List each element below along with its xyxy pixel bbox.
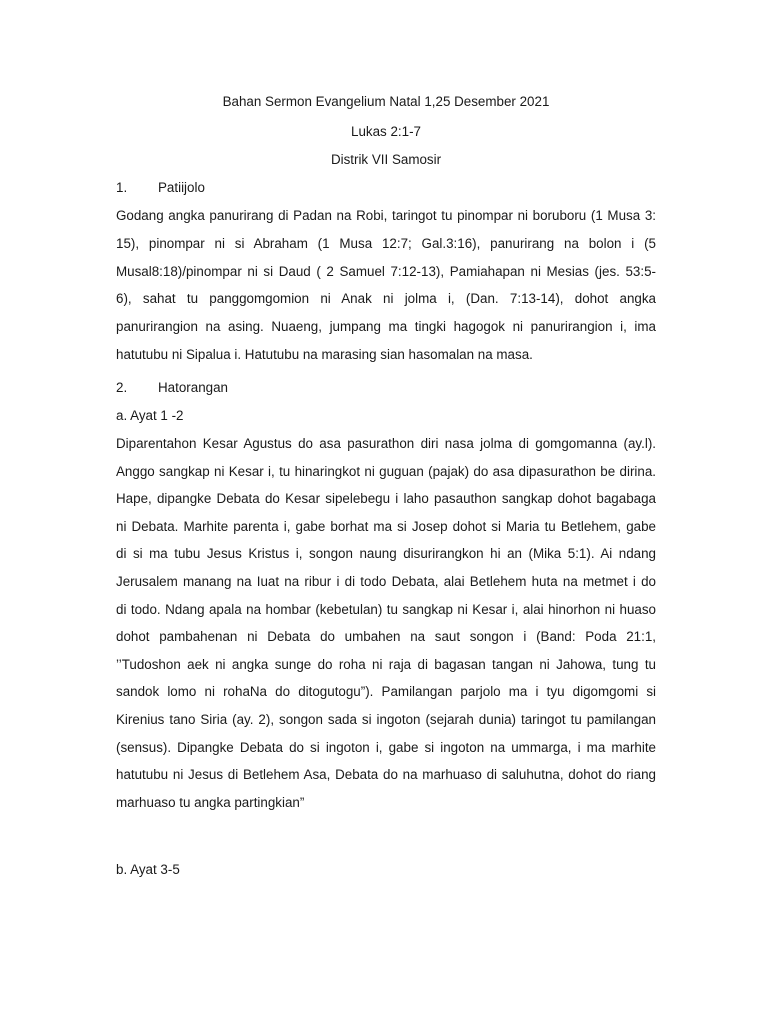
scripture-reference: Lukas 2:1-7: [351, 124, 421, 139]
section-title: Patiijolo: [158, 180, 205, 195]
subsection-label-b: b. Ayat 3-5: [116, 862, 180, 877]
paragraph-line: 6), sahat tu panggomgomion ni Anak ni jolma i, (Dan. 7:13-14), dohot angka: [116, 291, 656, 307]
district-name: Distrik VII Samosir: [330, 152, 442, 167]
paragraph-verses-1-2: [116, 430, 656, 816]
paragraph-line: di todo. Ndang apala na hombar (kebetulan) tu sangkap ni Kesar i, alai hinorhon ni huaso: [116, 601, 656, 617]
paragraph-line: sandok lomo ni rohaNa do ditogutogu”). Pamilangan parjolo ma i tyu digomgomi si: [116, 684, 656, 700]
paragraph-line: hatutubu ni Jesus di Betlehem Asa, Debata do na marhuaso di saluhutna, dohot do riang: [116, 767, 656, 783]
paragraph-line: panurirangion na asing. Nuaeng, jumpang ma tingki hagogok ni panurirangion i, ima: [116, 319, 656, 335]
paragraph-line: Musal8:18)/pinompar ni si Daud ( 2 Samuel 7:12-13), Pamiahapan ni Mesias (jes. 53:5-: [116, 263, 656, 279]
paragraph-line: ni Debata. Marhite parenta i, gabe borhat ma si Josep dohot si Maria tu Betlehem, gabe: [116, 518, 656, 534]
paragraph-line: hatutubu ni Sipalua i. Hatutubu na marasing sian hasomalan na masa.: [116, 346, 533, 362]
paragraph-line: dohot pambahenan ni Debata do umbahen na saut songon i (Band: Poda 21:1,: [116, 629, 656, 645]
paragraph-line: di si ma tubu Jesus Kristus i, songon naung disurirangkon hi an (Mika 5:1). Ai ndang: [116, 546, 656, 562]
paragraph-line: (sensus). Dipangke Debata do si ingoton i, gabe si ingoton na ummarga, i ma marhite: [116, 739, 656, 755]
section-title: Hatorangan: [158, 380, 228, 395]
subsection-label-a: a. Ayat 1 -2: [116, 408, 184, 423]
paragraph-line: ’’Tudoshon aek ni angka sunge do roha ni raja di bagasan tangan ni Jahowa, tung tu: [116, 656, 656, 672]
section-heading-2: [116, 380, 228, 395]
paragraph-line: Godang angka panurirang di Padan na Robi, taringot tu pinompar ni boruboru (1 Musa 3:: [116, 208, 656, 223]
paragraph-line: Hape, dipangke Debata do Kesar sipelebegu i laho pasauthon sangkap dohot bagabaga: [116, 491, 656, 507]
document-title: Bahan Sermon Evangelium Natal 1,25 Desember 2021: [222, 94, 550, 109]
paragraph-line: Anggo sangkap ni Kesar i, tu hinaringkot ni guguan (pajak) do asa dipasurathon be dirina.: [116, 463, 656, 479]
section-number: 1.: [116, 180, 128, 195]
paragraph-introduction: [116, 202, 656, 369]
paragraph-line: marhuaso tu angka partingkian”: [116, 794, 305, 810]
paragraph-line: Jerusalem manang na Iuat na ribur i di todo Debata, alai Betlehem huta na metmet i do: [116, 573, 656, 589]
section-heading-1: [116, 180, 205, 195]
section-number: 2.: [116, 380, 128, 395]
paragraph-line: 15), pinompar ni si Abraham (1 Musa 12:7; Gal.3:16), panurirang na bolon i (5: [116, 235, 656, 251]
paragraph-line: Diparentahon Kesar Agustus do asa pasurathon diri nasa jolma di gomgomanna (ay.l).: [116, 436, 656, 451]
paragraph-line: Kirenius tano Siria (ay. 2), songon sada si ingoton (sejarah dunia) taringot tu pamilangan: [116, 711, 656, 727]
